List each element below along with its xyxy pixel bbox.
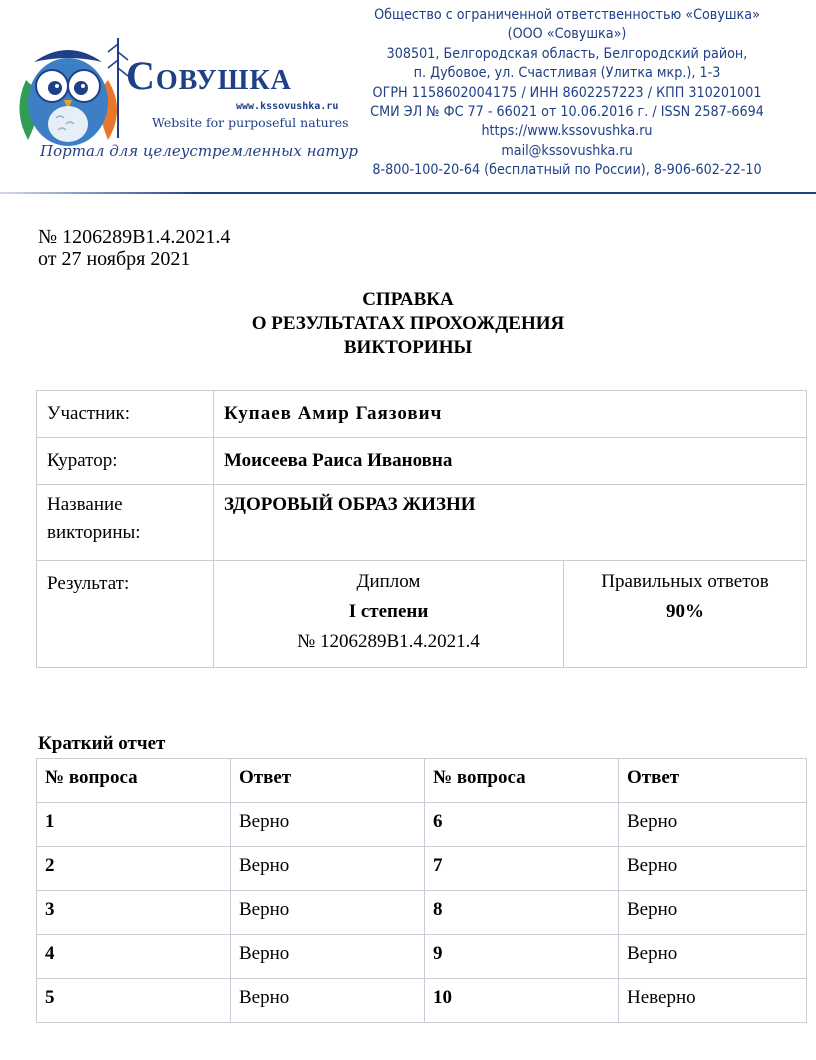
question-number: 4: [37, 935, 231, 979]
participant-row: [37, 391, 807, 438]
question-number: 1: [37, 803, 231, 847]
column-header: Ответ: [619, 759, 807, 803]
curator-label: Куратор:: [37, 438, 214, 485]
answer-result: Верно: [231, 803, 425, 847]
answer-result: Верно: [619, 891, 807, 935]
correct-answers-value: 90%: [666, 601, 704, 622]
page-title: [0, 288, 816, 360]
brand-url[interactable]: www.kssovushka.ru: [236, 101, 339, 112]
document-number-block: [38, 226, 230, 270]
company-email-link[interactable]: mail@kssovushka.ru: [501, 142, 633, 159]
company-line: ОГРН 1158602004175 / ИНН 8602257223 / КПП 310201001: [372, 84, 762, 101]
report-heading: Краткий отчет: [38, 733, 166, 754]
curator-value: Моисеева Раиса Ивановна: [214, 438, 807, 485]
question-number: 7: [425, 847, 619, 891]
quiz-label: [37, 485, 214, 561]
info-table: [36, 390, 807, 668]
quiz-row: [37, 485, 807, 561]
question-number: 3: [37, 891, 231, 935]
question-number: 9: [425, 935, 619, 979]
question-number: 5: [37, 979, 231, 1023]
title-line: СПРАВКА: [362, 289, 454, 310]
table-row: [37, 847, 807, 891]
participant-label: Участник:: [37, 391, 214, 438]
company-line: Общество с ограниченной ответственностью «Совушка»: [374, 7, 760, 23]
table-row: [37, 979, 807, 1023]
quiz-name: ЗДОРОВЫЙ ОБРАЗ ЖИЗНИ: [214, 485, 807, 561]
quiz-label-line: викторины:: [47, 522, 141, 543]
table-row: [37, 803, 807, 847]
correct-answers-cell: [564, 561, 807, 668]
table-row: [37, 891, 807, 935]
participant-value: Купаев Амир Гаязович: [214, 391, 807, 438]
curator-row: [37, 438, 807, 485]
answer-result: Верно: [231, 891, 425, 935]
company-line: п. Дубовое, ул. Счастливая (Улитка мкр.), 1-3: [413, 65, 721, 82]
company-line: 308501, Белгородская область, Белгородский район,: [386, 45, 748, 62]
brand-name: Совушка: [126, 53, 292, 98]
document-number: № 1206289B1.4.2021.4: [38, 226, 231, 248]
report-table: [36, 758, 807, 1023]
result-row: [37, 561, 807, 668]
answer-result: Неверно: [619, 979, 807, 1023]
diploma-text: Диплом: [356, 571, 421, 592]
answer-result: Верно: [231, 847, 425, 891]
answer-result: Верно: [619, 803, 807, 847]
result-label: Результат:: [37, 561, 214, 668]
column-header: № вопроса: [37, 759, 231, 803]
correct-answers-label: Правильных ответов: [601, 571, 769, 592]
diploma-degree: I степени: [348, 601, 429, 622]
document-date: от 27 ноября 2021: [38, 248, 191, 270]
diploma-cell: [214, 561, 564, 668]
report-header-row: [37, 759, 807, 803]
company-phone-line: 8-800-100-20-64 (бесплатный по России), 8-906-602-22-10: [372, 162, 762, 179]
diploma-number: № 1206289B1.4.2021.4: [297, 631, 480, 652]
answer-result: Верно: [231, 979, 425, 1023]
letterhead: [0, 0, 816, 196]
column-header: № вопроса: [425, 759, 619, 803]
company-website-link[interactable]: https://www.kssovushka.ru: [481, 123, 653, 140]
title-line: ВИКТОРИНЫ: [343, 337, 473, 358]
answer-result: Верно: [619, 847, 807, 891]
company-line: (ООО «Совушка»): [507, 26, 627, 43]
title-line: О РЕЗУЛЬТАТАХ ПРОХОЖДЕНИЯ: [251, 313, 565, 334]
answer-result: Верно: [231, 935, 425, 979]
answer-result: Верно: [619, 935, 807, 979]
brand-slogan-ru: Портал для целеустремленных натур: [40, 142, 358, 160]
question-number: 2: [37, 847, 231, 891]
question-number: 6: [425, 803, 619, 847]
question-number: 8: [425, 891, 619, 935]
quiz-label-line: Название: [47, 494, 123, 515]
brand-slogan-en: Website for purposeful natures: [152, 115, 349, 130]
table-row: [37, 935, 807, 979]
question-number: 10: [425, 979, 619, 1023]
company-details: [332, 6, 802, 181]
header-divider: [0, 192, 816, 194]
company-line: СМИ ЭЛ № ФС 77 - 66021 от 10.06.2016 г. / ISSN 2587-6694: [370, 104, 764, 121]
column-header: Ответ: [231, 759, 425, 803]
